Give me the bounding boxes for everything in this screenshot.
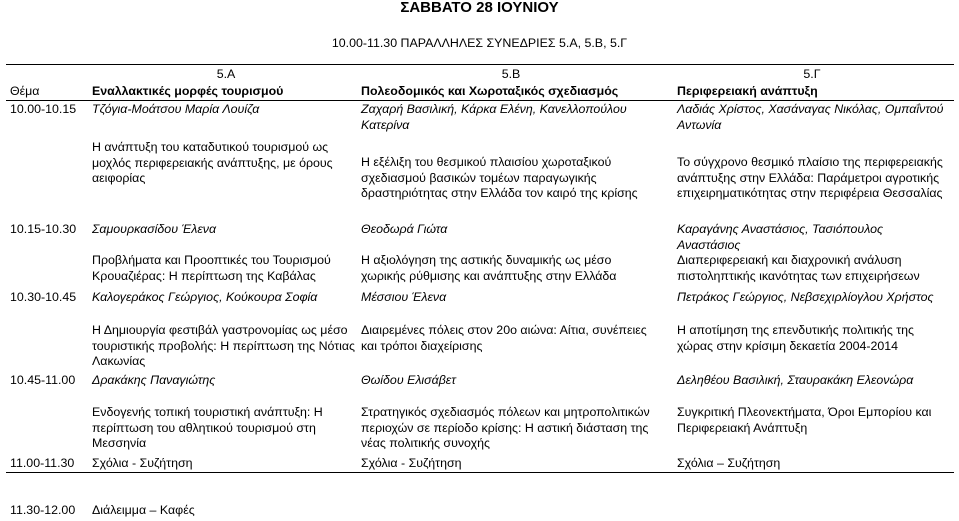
page-subtitle: 10.00-11.30 ΠΑΡΑΛΛΗΛΕΣ ΣΥΝΕΔΡΙΕΣ 5.Α, 5.Β, 5.Γ	[331, 36, 628, 50]
presenter-names: Θωίδου Ελισάβετ	[361, 373, 456, 387]
presenter-names: Τζόγια-Μοάτσου Μαρία Λουίζα	[92, 102, 260, 116]
paper-title: Η αποτίμηση της επενδυτικής πολιτικής της χώρας στην κρίσιμη δεκαετία 2004-2014	[677, 323, 914, 353]
presenter-names: Δεληθέου Βασιλική, Σταυρακάκη Ελεονώρα	[677, 373, 914, 387]
paper-title: Η Δημιουργία φεστιβάλ γαστρονομίας ως μέσο τουριστικής προβολής: Η περίπτωση της Νότιας Λακωνίας	[92, 323, 356, 368]
presenter-names: Πετράκος Γεώργιος, Νεβσεχιρλίογλου Χρήστος	[677, 290, 934, 304]
theme-5c: Περιφερειακή ανάπτυξη	[677, 84, 818, 98]
break-label: Διάλειμμα – Καφές	[92, 503, 195, 517]
paper-title: Η ανάπτυξη του καταδυτικού τουρισμού ως μοχλός περιφερειακής ανάπτυξης, με όρους αειφορίας	[92, 140, 333, 185]
row-time: 10.30-10.45	[10, 290, 77, 304]
session-header-5c: 5.Γ	[803, 67, 821, 81]
paper-title: Ενδογενής τοπική τουριστική ανάπτυξη: Η περίπτωση του αθλητικού τουρισμού στη Μεσσηνία	[92, 405, 323, 450]
session-header-5a: 5.Α	[216, 67, 236, 81]
discussion-5a: Σχόλια - Συζήτηση	[92, 456, 193, 470]
table-top-rule	[6, 64, 954, 65]
row-time: 11.00-11.30	[10, 456, 75, 470]
paper-title: Συγκριτική Πλεονεκτήματα, Όροι Εμπορίου και Περιφερειακή Ανάπτυξη	[677, 405, 932, 435]
presenter-names: Λαδιάς Χρίστος, Χασάναγας Νικόλας, Ομπαΐντού Αντωνία	[677, 102, 944, 132]
theme-5b: Πολεοδομικός και Χωροταξικός σχεδιασμός	[361, 84, 619, 98]
paper-title: Διαιρεμένες πόλεις στον 20ο αιώνα: Αίτια, συνέπειες και τρόποι διαχείρισης	[361, 323, 647, 353]
row-time: 10.00-10.15	[10, 102, 77, 116]
paper-title: Διαπεριφερειακή και διαχρονική ανάλυση πιστοληπτικής ικανότητας των επιχειρήσεων	[677, 253, 920, 283]
break-time: 11.30-12.00	[10, 503, 76, 517]
row-time: 10.45-11.00	[10, 373, 76, 387]
discussion-5b: Σχόλια - Συζήτηση	[361, 456, 462, 470]
table-header-rule	[6, 100, 954, 101]
presenter-names: Ζαχαρή Βασιλική, Κάρκα Ελένη, Κανελλοπούλου Κατερίνα	[361, 102, 627, 132]
paper-title: Η αξιολόγηση της αστικής δυναμικής ως μέσο χωρικής ρύθμισης και ανάπτυξης στην Ελλάδα	[361, 253, 617, 283]
discussion-5c: Σχόλια – Συζήτηση	[677, 456, 781, 470]
presenter-names: Καραγάνης Αναστάσιος, Τασιόπουλος Αναστάσιος	[677, 222, 884, 252]
presenter-names: Καλογεράκος Γεώργιος, Κούκουρα Σοφία	[92, 290, 318, 304]
paper-title: Προβλήματα και Προοπτικές του Τουρισμού Κρουαζιέρας: Η περίπτωση της Καβάλας	[92, 253, 331, 283]
session-header-5b: 5.Β	[501, 67, 521, 81]
paper-title: Η εξέλιξη του θεσμικού πλαισίου χωροταξικού σχεδιασμού βασικών τομέων παραγωγικής δραστηριότητας στην Ελλάδα τον καιρό της κρίσης	[361, 155, 638, 200]
page-title: ΣΑΒΒΑΤΟ 28 ΙΟΥΝΙΟΥ	[400, 0, 559, 16]
presenter-names: Σαμουρκασίδου Έλενα	[92, 222, 217, 236]
paper-title: Το σύγχρονο θεσμικό πλαίσιο της περιφερειακής ανάπτυξης στην Ελλάδα: Παράμετροι αγροτικής επιχειρηματικότητας στην περιφέρεια Θεσσαλίας	[677, 155, 943, 200]
theme-label: Θέμα	[10, 84, 40, 98]
presenter-names: Δρακάκης Παναγιώτης	[92, 373, 216, 387]
presenter-names: Θεοδωρά Γιώτα	[361, 222, 448, 236]
row-time: 10.15-10.30	[10, 222, 77, 236]
table-bottom-rule	[6, 472, 954, 473]
presenter-names: Μέσσιου Έλενα	[361, 290, 447, 304]
theme-5a: Εναλλακτικές μορφές τουρισμού	[92, 84, 284, 98]
paper-title: Στρατηγικός σχεδιασμός πόλεων και μητροπολιτικών περιοχών σε περίοδο κρίσης: Η αστική διάσταση της νέας πολιτικής συνοχής	[361, 405, 650, 450]
